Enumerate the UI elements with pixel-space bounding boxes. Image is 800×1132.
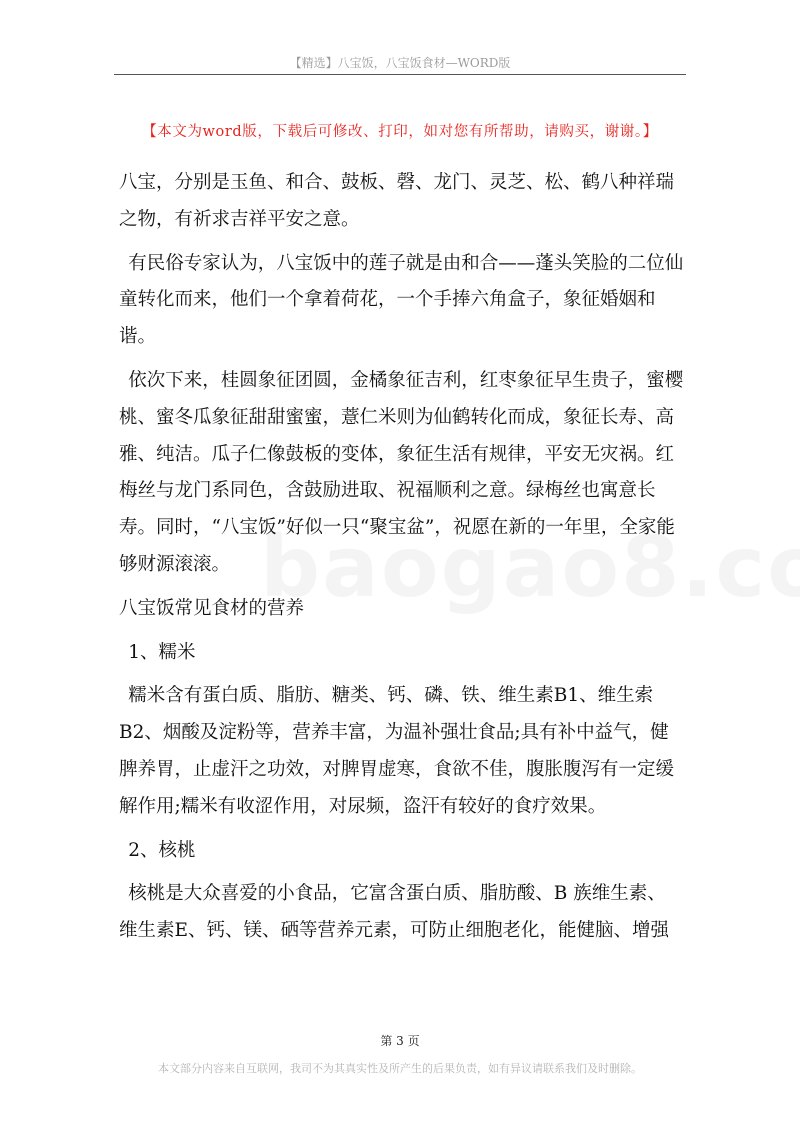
paragraph-gap — [119, 584, 684, 591]
paragraph-gap — [119, 826, 684, 833]
subheading-walnut: 2、核桃 — [128, 839, 196, 861]
paragraph-bao-meaning: 八宝，分别是玉鱼、和合、鼓板、磬、龙门、灵芝、松、鹤八种祥瑞之物，有祈求吉祥平安之意。 — [119, 172, 675, 230]
header-rule — [114, 74, 686, 75]
paragraph-ingredient-symbolism: 依次下来，桂圆象征团圆，金橘象征吉利，红枣象征早生贵子，蜜樱桃、蜜冬瓜象征甜甜蜜蜜，薏仁米则为仙鹤转化而成，象征长寿、高雅、纯洁。瓜子仁像鼓板的变体，象征生活有规律，平安无灾祸。红梅丝与龙门系同色，含鼓励进取、祝福顺利之意。绿梅丝也寓意长寿。同时，“八宝饭”好似一只“聚宝盆”，祝愿在新的一年里，全家能够财源滚滚。 — [119, 369, 684, 575]
paragraph-gap — [119, 628, 684, 635]
purchase-notice: 【本文为word版，下载后可修改、打印，如对您有所帮助，请购买，谢谢。】 — [142, 124, 658, 140]
paragraph-walnut: 核桃是大众喜爱的小食品，它富含蛋白质、脂肪酸、B 族维生素、维生素E、钙、镁、硒等营养元素，可防止细胞老化，能健脑、增强 — [119, 883, 670, 942]
paragraph-glutinous-rice: 糯米含有蛋白质、脂肪、糖类、钙、磷、铁、维生素B1、维生索B2、烟酸及淀粉等，营养丰富，为温补强壮食品;具有补中益气，健脾养胃，止虚汗之功效，对脾胃虚寒，食欲不佳，腹胀腹泻有一定缓解作用;糯米有收涩作用，对尿频，盗汗有较好的食疗效果。 — [119, 685, 675, 817]
section-heading: 八宝饭常见食材的营养 — [119, 597, 305, 619]
page-header: 【精选】八宝饭，八宝饭食材—WORD版 — [289, 56, 511, 70]
paragraph-lotus-seed: 有民俗专家认为，八宝饭中的莲子就是由和合——蓬头笑脸的二位仙童转化而来，他们一个拿着荷花，一个手捧六角盒子，象征婚姻和谐。 — [119, 252, 684, 348]
paragraph-gap — [119, 869, 684, 876]
paragraph-gap — [119, 671, 684, 678]
document-body — [119, 165, 684, 950]
paragraph-gap — [119, 356, 684, 363]
page-number: 第 3 页 — [380, 1034, 420, 1048]
paragraph-gap — [119, 239, 684, 246]
footer-disclaimer: 本文部分内容来自互联网，我司不为其真实性及所产生的后果负责，如有异议请联系我们及时删除。 — [158, 1062, 642, 1075]
subheading-glutinous-rice: 1、糯米 — [128, 641, 196, 663]
